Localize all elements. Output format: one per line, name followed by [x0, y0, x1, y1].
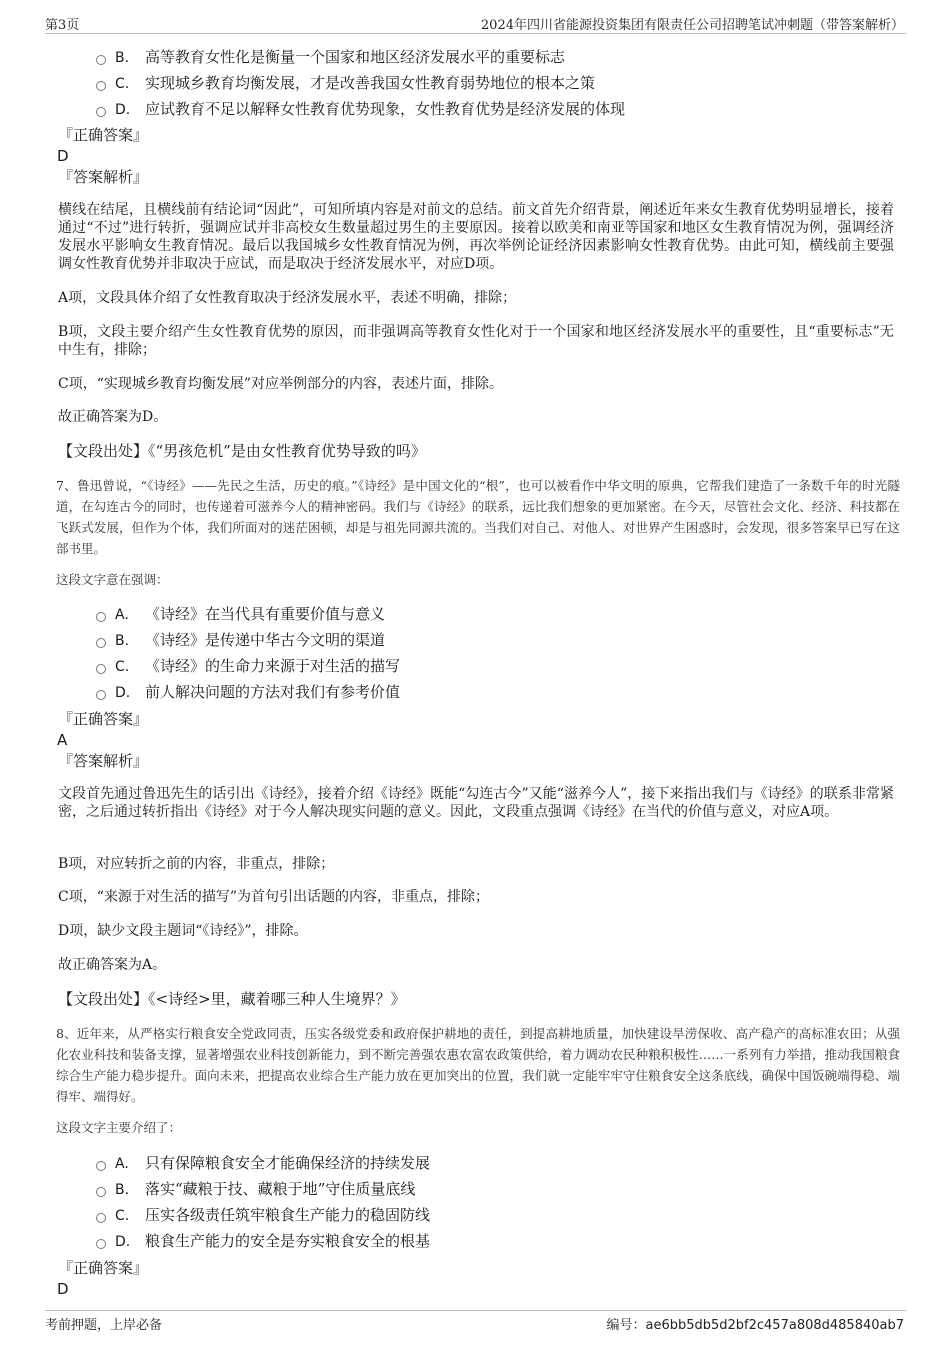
q7-stem: 7、鲁迅曾说，“《诗经》——先民之生活，历史的痕。”《诗经》是中国文化的“根”，也可以被看作中华文明的原典，它帮我们建造了一条数千年的时光隧道，在勾连古今的同时，也传递着可滋养今人的精神密码。我们与《诗经》的联系，远比我们想象的更加紧密。在今天，尽管社会文化、经济、科技都在飞跃式发展，但作为个体，我们所面对的迷茫困顿，却是与祖先同源共流的。当我们对自己、对他人、对世界产生困惑时，会发现，很多答案早已写在这部书里。 [56, 478, 900, 556]
radio-icon[interactable] [96, 1161, 106, 1171]
q6-option-d[interactable]: D. 应试教育不足以解释女性教育优势现象，女性教育优势是经济发展的体现 [96, 98, 625, 120]
q6-option-c[interactable]: C. 实现城乡教育均衡发展，才是改善我国女性教育弱势地位的根本之策 [96, 72, 595, 94]
document-id-label: 编号： [606, 1318, 646, 1333]
q7-analysis-conclusion: 故正确答案为A。 [58, 957, 167, 973]
radio-icon[interactable] [96, 1187, 106, 1197]
q6-analysis-paragraph: A项，文段具体介绍了女性教育取决于经济发展水平，表述不明确，排除； [58, 290, 517, 306]
q6-analysis-paragraph: B项，文段主要介绍产生女性教育优势的原因，而非强调高等教育女性化对于一个国家和地区经济发展水平的重要性，且“重要标志”无中生有，排除； [58, 324, 894, 358]
q8-stem: 8、近年来，从严格实行粮食安全党政同责，压实各级党委和政府保护耕地的责任，到提高耕地质量，加快建设旱涝保收、高产稳产的高标准农田；从强化农业科技和装备支撑，显著增强农业科技创新能力，到不断完善强农惠农富农政策供给，着力调动农民种粮积极性……一系列有力举措，推动我国粮食综合生产能力稳步提升。面向未来，把提高农业综合生产能力放在更加突出的位置，我们就一定能牢牢守住粮食安全这条底线，确保中国饭碗端得稳、端得牢、端得好。 [56, 1026, 900, 1104]
radio-icon[interactable] [96, 638, 106, 648]
q7-analysis-paragraph: D项，缺少文段主题词“《诗经》”，排除。 [58, 923, 308, 939]
q8-option-c[interactable]: C. 压实各级责任筑牢粮食生产能力的稳固防线 [96, 1204, 430, 1226]
q8-prompt: 这段文字主要介绍了： [56, 1120, 182, 1135]
q7-option-a[interactable]: A. 《诗经》在当代具有重要价值与意义 [96, 603, 385, 625]
q6-analysis-paragraph: 横线在结尾，且横线前有结论词“因此”，可知所填内容是对前文的总结。前文首先介绍背景，阐述近年来女生教育优势明显增长，接着通过“不过”进行转折，强调应试并非高校女生数量超过男生的主要原因。接着以欧美和南亚等国家和地区女生教育情况为例，强调经济发展水平影响女生教育情况。最后以我国城乡女性教育情况为例，再次举例论证经济因素影响女性教育优势。由此可知，横线前主要强调女性教育优势并非取决于应试，而是取决于经济发展水平，对应D项。 [58, 202, 894, 272]
q7-option-d[interactable]: D. 前人解决问题的方法对我们有参考价值 [96, 681, 400, 703]
q7-option-c[interactable]: C. 《诗经》的生命力来源于对生活的描写 [96, 655, 400, 677]
q6-option-b[interactable]: B. 高等教育女性化是衡量一个国家和地区经济发展水平的重要标志 [96, 46, 565, 68]
q7-option-b[interactable]: B. 《诗经》是传递中华古今文明的渠道 [96, 629, 385, 651]
q6-answer: D [57, 147, 69, 165]
page-header [0, 0, 950, 34]
q6-analysis-paragraph: C项，“实现城乡教育均衡发展”对应举例部分的内容，表述片面，排除。 [58, 376, 504, 392]
radio-icon[interactable] [96, 107, 106, 117]
q7-correct-label: 『正确答案』 [58, 710, 149, 728]
q6-correct-label: 『正确答案』 [58, 126, 149, 144]
q8-correct-label: 『正确答案』 [58, 1259, 149, 1277]
document-id [606, 1314, 904, 1333]
radio-icon[interactable] [96, 690, 106, 700]
q8-option-b[interactable]: B. 落实“藏粮于技、藏粮于地”守住质量底线 [96, 1178, 415, 1200]
radio-icon[interactable] [96, 81, 106, 91]
q7-analysis-paragraph: 文段首先通过鲁迅先生的话引出《诗经》，接着介绍《诗经》既能“勾连古今”又能“滋养今人”，接下来指出我们与《诗经》的联系非常紧密，之后通过转折指出《诗经》对于今人解决现实问题的意义。因此，文段重点强调《诗经》在当代的价值与意义，对应A项。 [58, 786, 894, 820]
page-footer [0, 1308, 950, 1345]
q7-answer: A [57, 731, 68, 749]
radio-icon[interactable] [96, 1213, 106, 1223]
q7-source: 【文段出处】《<诗经>里，藏着哪三种人生境界？》 [58, 990, 406, 1008]
q6-analysis-label: 『答案解析』 [58, 168, 149, 186]
q8-option-a[interactable]: A. 只有保障粮食安全才能确保经济的持续发展 [96, 1152, 430, 1174]
q6-source: 【文段出处】《“男孩危机”是由女性教育优势导致的吗》 [58, 442, 426, 460]
q7-analysis-label: 『答案解析』 [58, 752, 149, 770]
radio-icon[interactable] [96, 612, 106, 622]
footer-slogan: 考前押题，上岸必备 [45, 1318, 163, 1333]
page-number: 第3页 [45, 18, 80, 33]
header-divider [45, 33, 906, 34]
radio-icon[interactable] [96, 1239, 106, 1249]
radio-icon[interactable] [96, 664, 106, 674]
radio-icon[interactable] [96, 55, 106, 65]
q6-analysis-conclusion: 故正确答案为D。 [58, 409, 168, 425]
q7-prompt: 这段文字意在强调： [56, 572, 169, 587]
document-title: 2024年四川省能源投资集团有限责任公司招聘笔试冲刺题（带答案解析） [480, 18, 904, 33]
q8-option-d[interactable]: D. 粮食生产能力的安全是夯实粮食安全的根基 [96, 1230, 430, 1252]
q8-answer: D [57, 1280, 69, 1298]
q7-analysis-paragraph: C项，“来源于对生活的描写”为首句引出话题的内容，非重点，排除； [58, 889, 490, 905]
q7-analysis-paragraph: B项，对应转折之前的内容，非重点，排除； [58, 856, 335, 872]
document-id-code: ae6bb5db5d2bf2c457a808d485840ab7 [645, 1318, 904, 1333]
footer-divider [45, 1310, 906, 1311]
